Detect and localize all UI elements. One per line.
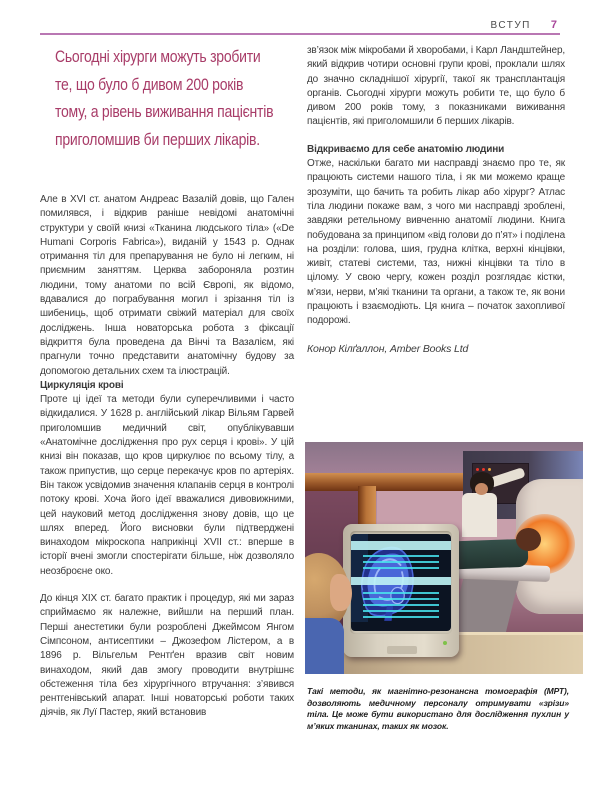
scan-highlight-band: [351, 541, 451, 550]
author-attribution: Конор Кілґаллон, Amber Books Ltd: [307, 342, 469, 355]
paragraph-19th-century: До кінця XIX ст. багато практик і процедур, які ми зараз сприймаємо як належне, вийшли на перший план. Перші анестетики були розроблені Джеймсом Янгом Сімпсоном, антисептики – Джозефом Лістером, а в 1896 р. Вільгельм Рентґен вразив світ новим винаходом, який дав змогу проводити внутрішнє обстеження тіла без хірургічного втручання: з’явився рентгенівський апарат. Інші новаторські роботи таких діячів, як Луї Пастер, який встановив: [40, 593, 294, 719]
section-label: ВСТУП: [490, 20, 531, 31]
scan-highlight-band: [351, 577, 451, 586]
scan-text-line: [363, 567, 439, 569]
pull-quote-line: приголомшив би перших лікарів.: [55, 130, 260, 149]
amber-led-indicator: [488, 468, 491, 471]
viewer-face: [330, 574, 352, 611]
red-led-indicator: [482, 468, 485, 471]
pull-quote-line: те, що було б дивом 200 років: [55, 75, 244, 94]
scan-text-line: [363, 610, 439, 612]
monitor-stand: [387, 646, 417, 654]
scan-text-line: [363, 604, 439, 606]
scan-text-line: [363, 598, 439, 600]
crt-monitor: [343, 524, 460, 656]
heading-anatomy: Відкриваємо для себе анатомію людини: [307, 143, 505, 155]
pull-quote: [55, 44, 310, 154]
header-rule: [40, 33, 560, 35]
paragraph-anatomy: Отже, наскільки багато ми насправді знаємо про те, як працюють системи нашого тіла, і як ми можемо краще зрозуміти, що бачить та робить лікар або хірург? Атлас тіла людини покаже вам, з чого ми насправді зроблені, завдяки ретельному вивченню анатомії людини. Книга побудована за принципом «від голови до п’ят» і поділена на розділи: голова, шия, грудна клітка, верхні кінцівки, живіт, статеві системи, таз, нижні кінцівки та тіло в цілому. У свою чергу, кожен розділ розглядає кістки, м’язи, нерви, м’які тканини та органи, а також те, як вони працюють і взаємодіють. Ця книга – початок захопливої подорожі.: [307, 158, 565, 327]
monitor-screen: [351, 534, 451, 632]
page-header: [40, 19, 557, 31]
technician-uniform: [462, 493, 497, 537]
scan-text-line: [363, 592, 439, 594]
red-led-indicator: [476, 468, 479, 471]
pull-quote-line: тому, а рівень виживання пацієнтів: [55, 103, 274, 121]
viewer-blue-shirt: [305, 618, 344, 674]
mri-room-photo: [305, 442, 583, 674]
pull-quote-line: Сьогодні хірурги можуть зробити: [55, 48, 261, 66]
door-frame-horizontal-beam: [305, 473, 466, 490]
left-column: [40, 193, 294, 721]
photo-caption: Такі методи, як магнітно-резонансна томографія (МРТ), дозволяють медичному персоналу отримувати «зрізи» тіла. Це може бути використано для дослідження пухлин у м’яких тканинах, таких як мозок.: [307, 686, 569, 731]
heading-circulation: Циркуляція крові: [40, 379, 124, 391]
monitor-power-led: [443, 641, 447, 645]
page-number: 7: [550, 19, 557, 31]
paragraph-harvey: Проте ці ідеї та методи були суперечливими і часто відкидалися. У 1628 р. англійський лікар Вільям Гарвей приголомшив медичний світ, опублікувавши «Анатомічне дослідження про рух серця і крові». У цій книзі він показав, що кров циркулює по всьому тілу, а також припустив, що серце перекачує кров по артеріях. Він також усвідомив значення клапанів серця в контролі потоку крові. Хоча його ідеї вважалися дивовижними, цей науковий метод дослідження знову довів, що це шлях вперед. Його висновки були підтверджені винаходом мікроскопа наприкінці XVII ст.: вперше в історії вчені змогли спостерігати більше, ніж дозволяло неозброєне око.: [40, 394, 294, 577]
paragraph-history: Але в XVI ст. анатом Андреас Вазалій довів, що Гален помилявся, і відкрив раніше невідомі анатомічні структури у своїй книзі «Тканина людського тіла» («De Humani Corporis Fabrica»), виданій у 1543 р. Однак отримання тіл для препарування не було ні легким, ні приємним заняттям. Церква забороняла розтин людини, тому анатоми по всій Європі, як відомо, вдавалися до пограбування могил і зрізання тіл із шибениць, щоб отримати свіжий матеріал для своїх досліджень. Інша новаторська робота з фіксації відкриття була проведена да Вінчі та Вазалієм, які прагнули точно представити анатомічну будову за допомогою детальних схем та ілюстрацій.: [40, 194, 294, 377]
scan-text-line: [363, 616, 439, 618]
right-column: [307, 44, 565, 356]
scan-text-line: [363, 555, 439, 557]
paragraph-continuation: зв’язок між мікробами й хворобами, і Карл Ландштейнер, який відкрив чотири основні групи крові, проклали шлях до значно складнішої хірургії, такої як трансплантація органів. Сьогодні хірурги можуть робити те, що було б дивом 200 років тому, з показниками виживання пацієнтів, які приголомшили б перших лікарів.: [307, 45, 565, 128]
scan-text-line: [363, 561, 439, 563]
